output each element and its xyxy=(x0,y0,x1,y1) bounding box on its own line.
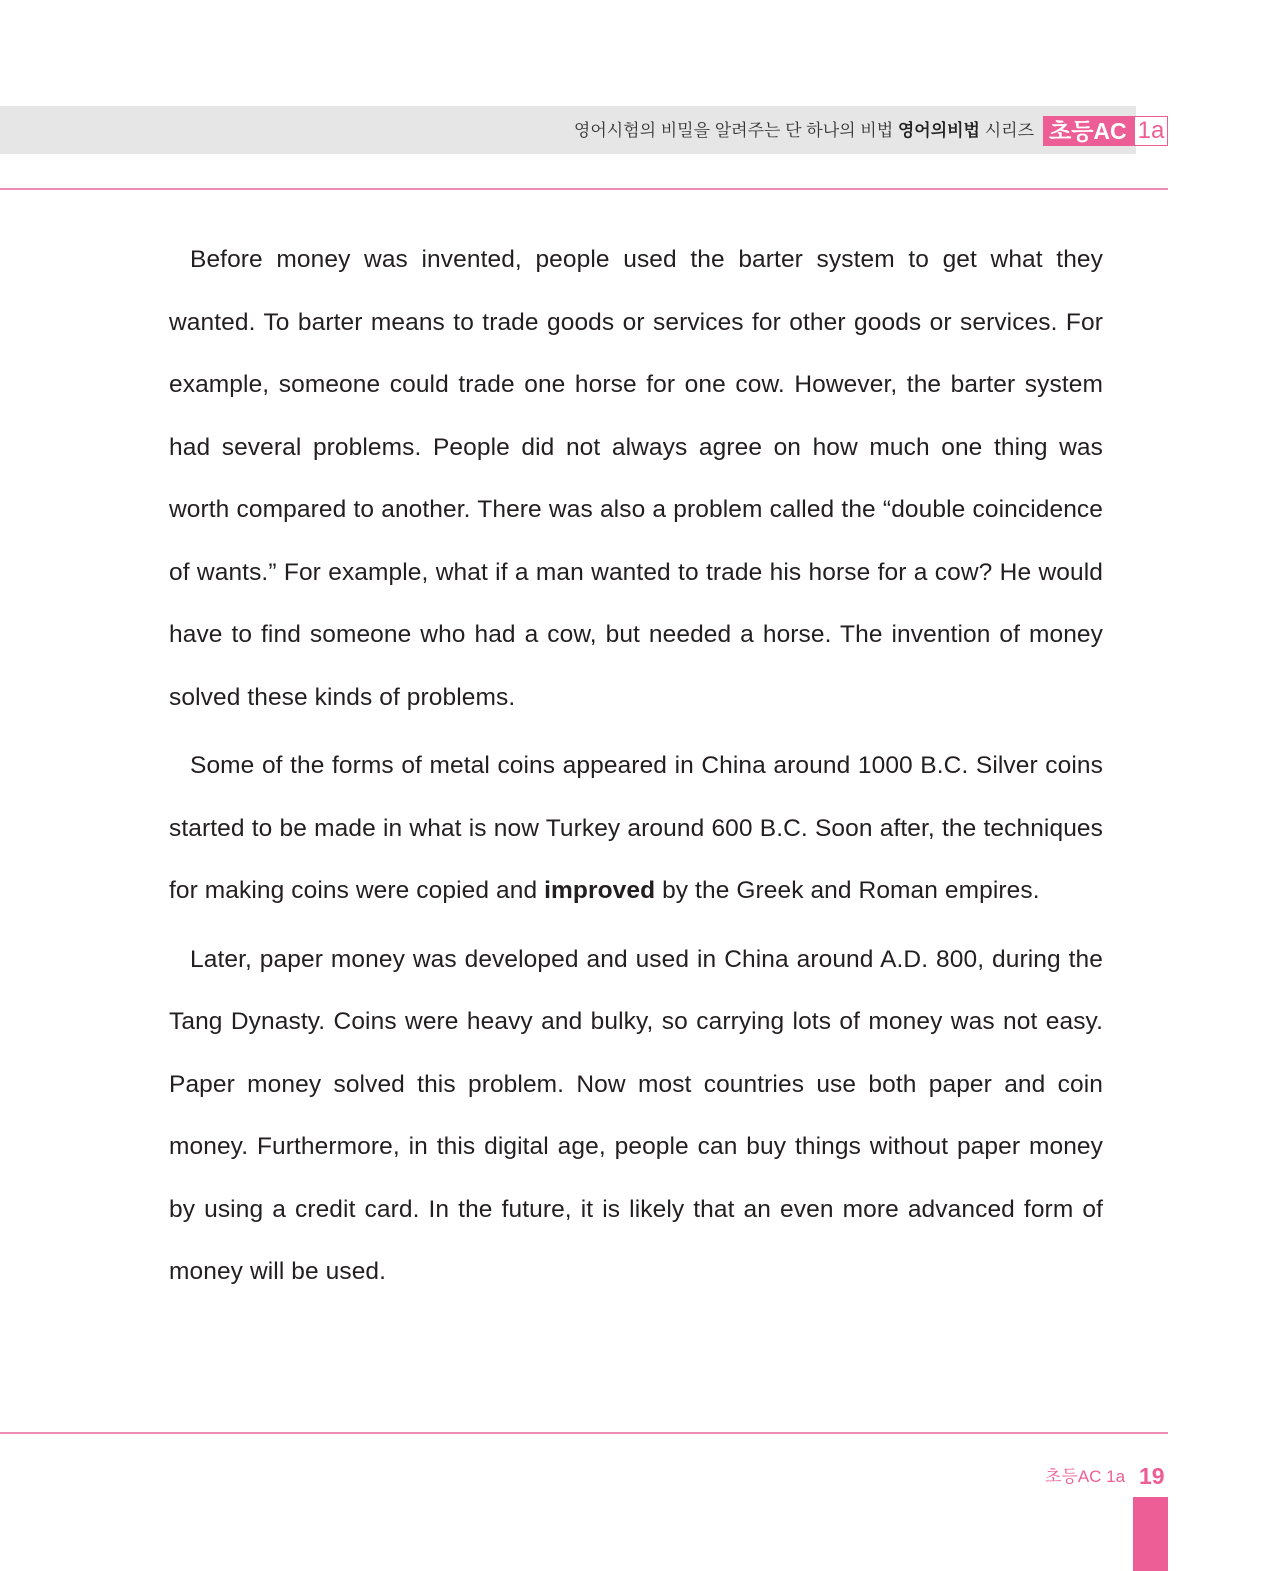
header-series-name: 영어의비법 xyxy=(897,121,980,140)
header-series-suffix: 시리즈 xyxy=(984,121,1034,140)
paragraph-paper-money: Later, paper money was developed and used in China around A.D. 800, during the Tang Dynasty. Coins were heavy and bulky, so carrying lots of money was not easy. Paper money solved this problem. Now most countries use both paper and coin money. Furthermore, in this digital age, people can buy things without paper money by using a credit card. In the future, it is likely that an even more advanced form of money will be used. xyxy=(169,945,1103,1285)
bottom-divider xyxy=(0,1432,1168,1434)
top-divider xyxy=(0,188,1168,190)
paragraph-coins-start: Some of the forms of metal coins appeared in China around 1000 B.C. Silver coins started to be made in what is now Turkey around 600 B.C. Soon after, the techniques for making coins were copied and xyxy=(169,752,1103,904)
reading-passage xyxy=(169,229,1103,1310)
page-edge-tab xyxy=(1133,1497,1168,1571)
badge-title: 초등AC xyxy=(1043,116,1134,146)
vocab-highlight: improved xyxy=(544,877,656,904)
paragraph-barter: Before money was invented, people used the barter system to get what they wanted. To barter means to trade goods or services for other goods or services. For example, someone could trade one horse for one cow. However, the barter system had several problems. People did not always agree on how much one thing was worth compared to another. There was also a problem called the “double coincidence of wants.” For example, what if a man wanted to trade his horse for a cow? He would have to find someone who had a cow, but needed a horse. The invention of money solved these kinds of problems. xyxy=(169,246,1103,711)
header-tagline xyxy=(574,118,1034,144)
badge-level: 1a xyxy=(1134,116,1169,146)
header-tagline-text: 영어시험의 비밀을 알려주는 단 하나의 비법 xyxy=(573,121,894,140)
paragraph-coins-end: by the Greek and Roman empires. xyxy=(655,877,1040,904)
footer-book-label: 초등AC 1a xyxy=(1045,1467,1126,1486)
series-badge xyxy=(1043,116,1168,146)
page-number: 19 xyxy=(1139,1463,1165,1489)
paragraph-coins xyxy=(169,735,1103,923)
